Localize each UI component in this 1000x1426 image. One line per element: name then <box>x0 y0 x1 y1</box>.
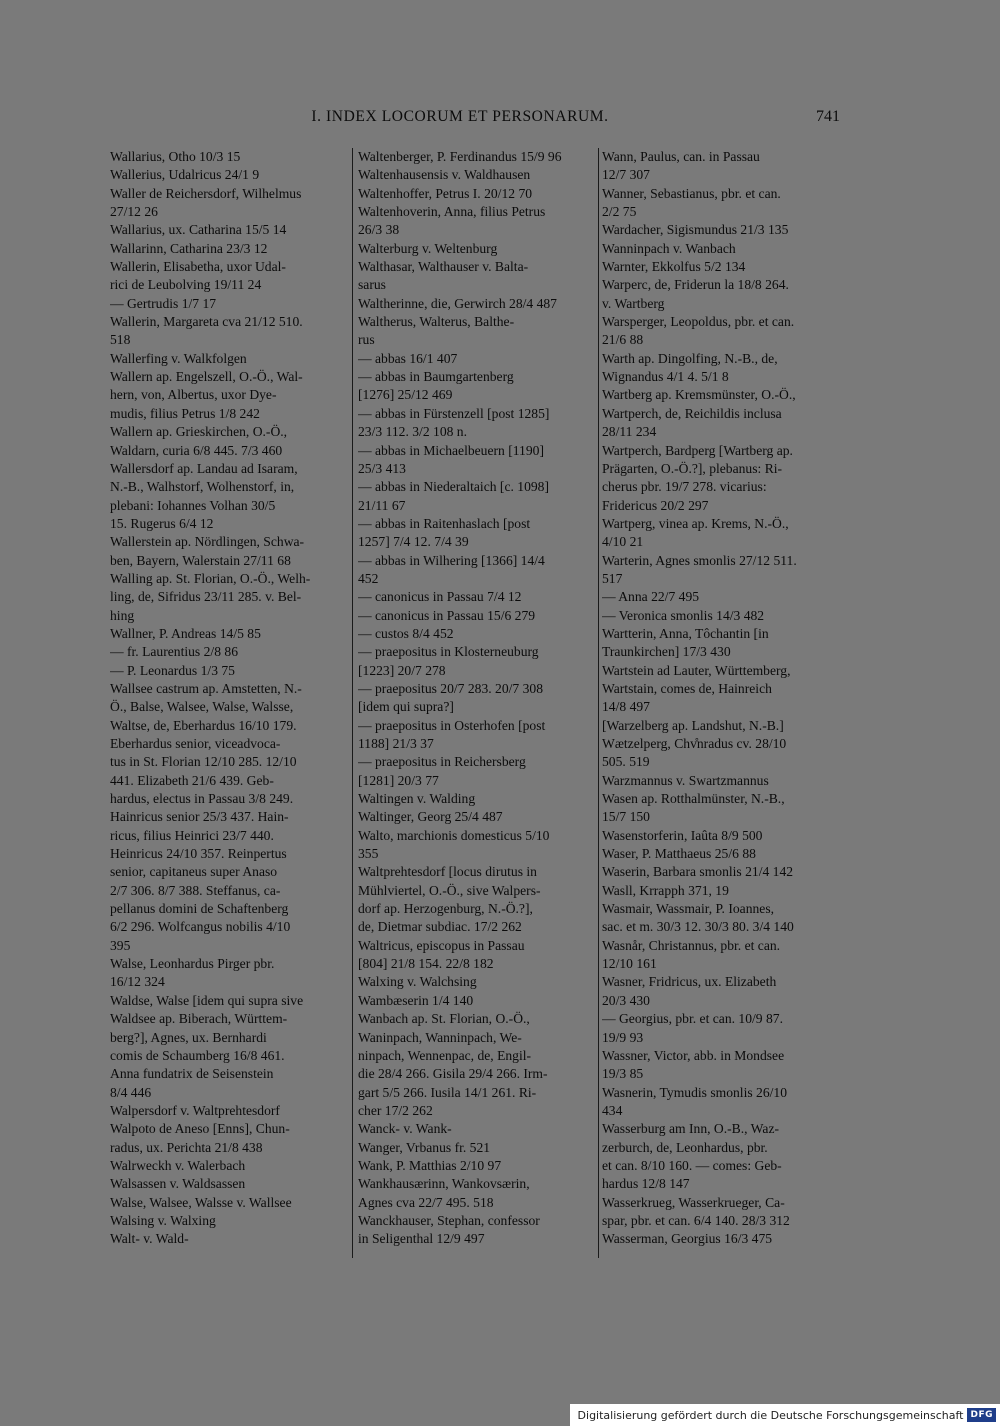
index-line: Heinricus 24/10 357. Reinpertus <box>110 846 287 862</box>
index-line: 21/11 67 <box>358 497 406 513</box>
index-line: 25/3 413 <box>358 460 406 476</box>
index-line: Walto, marchionis domesticus 5/10 <box>358 827 550 843</box>
index-line: 452 <box>358 570 379 586</box>
index-line: Wallarius, Otho 10/3 15 <box>110 149 241 164</box>
index-line: Walse, Leonhardus Pirger pbr. <box>110 956 275 972</box>
index-line: — fr. Laurentius 2/8 86 <box>110 644 238 660</box>
index-line: 26/3 38 <box>358 222 400 238</box>
index-line: Wasnår, Christannus, pbr. et can. <box>602 937 781 953</box>
funding-note: Digitalisierung gefördert durch die Deutsche Forschungsgemeinschaft <box>577 1408 964 1422</box>
index-line: spar, pbr. et can. 6/4 140. 28/3 312 <box>602 1212 790 1228</box>
index-line: Warzmannus v. Swartzmannus <box>602 772 769 788</box>
index-line: [1223] 20/7 278 <box>358 662 446 678</box>
index-line: Prägarten, O.-Ö.?], plebanus: Ri- <box>602 460 783 476</box>
index-line: tus in St. Florian 12/10 285. 12/10 <box>110 754 297 770</box>
index-line: Hainricus senior 25/3 437. Hain- <box>110 809 289 825</box>
index-line: 4/10 21 <box>602 534 644 550</box>
index-line: Waldarn, curia 6/8 445. 7/3 460 <box>110 442 283 458</box>
index-line: — abbas in Wilhering [1366] 14/4 <box>358 552 545 568</box>
index-line: 2/2 75 <box>602 204 637 220</box>
index-line: Traunkirchen] 17/3 430 <box>602 644 731 660</box>
index-line: Wallarius, ux. Catharina 15/5 14 <box>110 222 287 238</box>
page-header <box>110 106 840 132</box>
index-line: Wanger, Vrbanus fr. 521 <box>358 1139 491 1155</box>
index-line: rus <box>358 332 375 348</box>
index-line: zerburch, de, Leonhardus, pbr. <box>602 1139 768 1155</box>
index-line: Waltinger, Georg 25/4 487 <box>358 809 503 825</box>
index-line: hing <box>110 607 135 623</box>
index-line: Waller de Reichersdorf, Wilhelmus <box>110 185 302 201</box>
index-line: Walrweckh v. Walerbach <box>110 1157 246 1173</box>
index-line: Waltprehtesdorf [locus dirutus in <box>358 864 537 880</box>
index-line: Wartperch, de, Reichildis inclusa <box>602 405 782 421</box>
index-line: Warth ap. Dingolfing, N.-B., de, <box>602 350 778 366</box>
index-line: 518 <box>110 332 131 348</box>
index-line: — canonicus in Passau 7/4 12 <box>358 589 522 605</box>
index-line: Wasenstorferin, Iaûta 8/9 500 <box>602 827 763 843</box>
index-line: senior, capitaneus super Anaso <box>110 864 278 880</box>
index-line: Wartperg, vinea ap. Krems, N.-Ö., <box>602 515 789 531</box>
index-line: hardus, electus in Passau 3/8 249. <box>110 791 294 807</box>
index-line: [1281] 20/3 77 <box>358 772 439 788</box>
index-line: Wallsee castrum ap. Amstetten, N.- <box>110 680 302 696</box>
index-line: — abbas in Raitenhaslach [post <box>358 515 531 531</box>
index-line: Wasen ap. Rotthalmünster, N.-B., <box>602 791 785 807</box>
index-line: 28/11 234 <box>602 424 657 440</box>
index-line: ben, Bayern, Walerstain 27/11 68 <box>110 552 291 568</box>
index-line: 12/10 161 <box>602 956 657 972</box>
index-line: Waltenhoffer, Petrus I. 20/12 70 <box>358 185 533 201</box>
index-line: dorf ap. Herzogenburg, N.-Ö.?], <box>358 901 533 917</box>
index-line: Wallersdorf ap. Landau ad Isaram, <box>110 460 298 476</box>
index-line: gart 5/5 266. Iusila 14/1 261. Ri- <box>358 1084 537 1100</box>
index-line: Walxing v. Walchsing <box>358 974 477 990</box>
index-line: ling, de, Sifridus 23/11 285. v. Bel- <box>110 589 302 605</box>
index-column-1 <box>110 148 348 1249</box>
index-line: Wallerstein ap. Nördlingen, Schwa- <box>110 534 305 550</box>
index-line: Anna fundatrix de Seisenstein <box>110 1066 274 1082</box>
index-line: comis de Schaumberg 16/8 461. <box>110 1047 285 1063</box>
index-line: 1188] 21/3 37 <box>358 736 434 751</box>
index-line: plebani: Iohannes Volhan 30/5 <box>110 497 276 513</box>
dfg-logo: DFG <box>967 1408 996 1422</box>
index-line: sarus <box>358 277 386 293</box>
index-line: Wankhausærinn, Wankovsærin, <box>358 1176 530 1192</box>
index-line: Wank, P. Matthias 2/10 97 <box>358 1157 502 1173</box>
index-line: Wasserman, Georgius 16/3 475 <box>602 1231 773 1247</box>
index-line: Wallern ap. Grieskirchen, O.-Ö., <box>110 424 288 440</box>
index-line: Wallerin, Elisabetha, uxor Udal- <box>110 259 286 275</box>
column-divider-2 <box>598 148 599 1258</box>
index-line: 434 <box>602 1102 623 1118</box>
index-line: Warsperger, Leopoldus, pbr. et can. <box>602 314 795 330</box>
index-line: 517 <box>602 570 623 586</box>
index-line: Fridericus 20/2 297 <box>602 497 709 513</box>
index-line: 355 <box>358 846 379 862</box>
index-line: v. Wartberg <box>602 295 665 311</box>
index-line: Wanninpach v. Wanbach <box>602 240 736 256</box>
index-line: Walterburg v. Weltenburg <box>358 240 498 256</box>
index-line: radus, ux. Perichta 21/8 438 <box>110 1139 263 1155</box>
index-line: Waltenberger, P. Ferdinandus 15/9 96 <box>358 149 562 164</box>
index-line: 6/2 296. Wolfcangus nobilis 4/10 <box>110 919 291 935</box>
index-line: Warnter, Ekkolfus 5/2 134 <box>602 259 746 275</box>
index-line: pellanus domini de Schaftenberg <box>110 901 289 917</box>
index-line: Wallerius, Udalricus 24/1 9 <box>110 167 260 183</box>
column-divider-1 <box>352 148 353 1258</box>
index-line: — abbas in Niederaltaich [c. 1098] <box>358 479 549 495</box>
index-line: Waser, P. Matthaeus 25/6 88 <box>602 846 756 862</box>
index-line: Wignandus 4/1 4. 5/1 8 <box>602 369 729 385</box>
index-line: Wasnerin, Tymudis smonlis 26/10 <box>602 1084 787 1100</box>
index-column-2 <box>358 148 598 1249</box>
index-line: [Warzelberg ap. Landshut, N.-B.] <box>602 717 784 733</box>
index-line: Wasll, Krrapph 371, 19 <box>602 882 729 898</box>
index-line: 14/8 497 <box>602 699 650 715</box>
index-line: Waltenhausensis v. Waldhausen <box>358 167 531 183</box>
index-line: 15. Rugerus 6/4 12 <box>110 515 214 531</box>
index-line: [1276] 25/12 469 <box>358 387 453 403</box>
index-line: N.-B., Walhstorf, Wolhenstorf, in, <box>110 479 295 495</box>
index-line: berg?], Agnes, ux. Bernhardi <box>110 1029 267 1045</box>
index-line: — Gertrudis 1/7 17 <box>110 295 217 311</box>
index-line: 27/12 26 <box>110 204 158 220</box>
index-line: Waltherinne, die, Gerwirch 28/4 487 <box>358 295 557 311</box>
index-line: Wardacher, Sigismundus 21/3 135 <box>602 222 789 238</box>
index-line: Walt- v. Wald- <box>110 1231 189 1247</box>
index-line: Wallner, P. Andreas 14/5 85 <box>110 625 261 641</box>
index-line: Wanckhauser, Stephan, confessor <box>358 1212 540 1228</box>
index-line: — canonicus in Passau 15/6 279 <box>358 607 536 623</box>
index-line: Waldse, Walse [idem qui supra sive <box>110 992 304 1008</box>
funding-footer <box>570 1404 1000 1426</box>
index-line: — Georgius, pbr. et can. 10/9 87. <box>602 1011 783 1027</box>
index-line: 2/7 306. 8/7 388. Steffanus, ca- <box>110 882 281 898</box>
index-line: — praepositus 20/7 283. 20/7 308 <box>358 680 544 696</box>
index-line: 19/3 85 <box>602 1066 644 1082</box>
index-line: Walling ap. St. Florian, O.-Ö., Welh- <box>110 570 311 586</box>
index-line: Waldsee ap. Biberach, Württem- <box>110 1011 288 1027</box>
index-line: Waltherus, Walterus, Balthe- <box>358 314 515 330</box>
index-line: cherus pbr. 19/7 278. vicarius: <box>602 479 767 495</box>
index-line: 20/3 430 <box>602 992 650 1008</box>
page-number: 741 <box>816 108 840 125</box>
index-line: — praepositus in Klosterneuburg <box>358 644 539 660</box>
index-line: die 28/4 266. Gisila 29/4 266. Irm- <box>358 1066 548 1082</box>
index-line: 15/7 150 <box>602 809 650 825</box>
index-line: Wasserburg am Inn, O.-B., Waz- <box>602 1121 780 1137</box>
index-line: Wallern ap. Engelszell, O.-Ö., Wal- <box>110 369 303 385</box>
index-line: Wanck- v. Wank- <box>358 1121 452 1137</box>
index-line: Wallerfing v. Walkfolgen <box>110 350 247 366</box>
index-line: Walsassen v. Waldsassen <box>110 1176 246 1192</box>
index-line: Warterin, Agnes smonlis 27/12 511. <box>602 552 797 568</box>
index-line: 1257] 7/4 12. 7/4 39 <box>358 534 469 550</box>
index-line: Wanner, Sebastianus, pbr. et can. <box>602 185 781 201</box>
index-line: 12/7 307 <box>602 167 650 183</box>
index-line: cher 17/2 262 <box>358 1102 433 1118</box>
index-line: — Anna 22/7 495 <box>602 589 700 605</box>
index-line: Warperc, de, Friderun la 18/8 264. <box>602 277 789 293</box>
index-line: — custos 8/4 452 <box>358 625 454 641</box>
index-line: [idem qui supra?] <box>358 699 454 715</box>
index-line: Mühlviertel, O.-Ö., sive Walpers- <box>358 882 541 898</box>
index-line: Wartstein ad Lauter, Württemberg, <box>602 662 791 678</box>
index-line: 505. 519 <box>602 754 650 770</box>
index-line: Ö., Balse, Walsee, Walse, Walsse, <box>110 699 294 715</box>
index-line: hardus 12/8 147 <box>602 1176 690 1192</box>
index-line: Wætzelperg, Chv̊nradus cv. 28/10 <box>602 736 787 751</box>
index-line: mudis, filius Petrus 1/8 242 <box>110 405 260 421</box>
index-line: Wartstain, comes de, Hainreich <box>602 680 772 696</box>
index-line: Walpoto de Aneso [Enns], Chun- <box>110 1121 290 1137</box>
index-line: 395 <box>110 937 131 953</box>
index-line: Walse, Walsee, Walsse v. Wallsee <box>110 1194 292 1210</box>
index-line: in Seligenthal 12/9 497 <box>358 1231 485 1247</box>
index-line: ricus, filius Heinrici 23/7 440. <box>110 827 274 843</box>
index-line: Wambæserin 1/4 140 <box>358 992 474 1008</box>
index-line: 16/12 324 <box>110 974 165 990</box>
index-line: Walsing v. Walxing <box>110 1212 216 1228</box>
index-line: — abbas in Baumgartenberg <box>358 369 514 385</box>
index-line: Wartterin, Anna, Tôchantin [in <box>602 625 769 641</box>
index-line: 23/3 112. 3/2 108 n. <box>358 424 468 440</box>
index-line: — praepositus in Osterhofen [post <box>358 717 546 733</box>
index-line: Walpersdorf v. Waltprehtesdorf <box>110 1102 280 1118</box>
index-line: 21/6 88 <box>602 332 644 348</box>
index-line: Waninpach, Wanninpach, We- <box>358 1029 522 1045</box>
index-line: Eberhardus senior, viceadvoca- <box>110 736 281 751</box>
index-line: Waltricus, episcopus in Passau <box>358 937 525 953</box>
running-title: I. INDEX LOCORUM ET PERSONARUM. <box>311 108 609 125</box>
index-line: Agnes cva 22/7 495. 518 <box>358 1194 494 1210</box>
index-line: Wasner, Fridricus, ux. Elizabeth <box>602 974 777 990</box>
index-line: Wallerin, Margareta cva 21/12 510. <box>110 314 303 330</box>
index-line: — praepositus in Reichersberg <box>358 754 526 770</box>
index-line: Wanbach ap. St. Florian, O.-Ö., <box>358 1011 530 1027</box>
index-line: — abbas in Fürstenzell [post 1285] <box>358 405 550 421</box>
index-line: rici de Leubolving 19/11 24 <box>110 277 262 293</box>
index-line: hern, von, Albertus, uxor Dye- <box>110 387 277 403</box>
index-line: — abbas in Michaelbeuern [1190] <box>358 442 544 458</box>
index-line: Wassner, Victor, abb. in Mondsee <box>602 1047 785 1063</box>
index-line: — Veronica smonlis 14/3 482 <box>602 607 765 623</box>
index-line: 441. Elizabeth 21/6 439. Geb- <box>110 772 274 788</box>
index-line: Walthasar, Walthauser v. Balta- <box>358 259 529 275</box>
index-column-3 <box>602 148 842 1249</box>
index-line: Waserin, Barbara smonlis 21/4 142 <box>602 864 794 880</box>
index-line: Waltse, de, Eberhardus 16/10 179. <box>110 717 297 733</box>
index-line: Wallarinn, Catharina 23/3 12 <box>110 240 268 256</box>
index-line: Waltingen v. Walding <box>358 791 476 807</box>
index-line: et can. 8/10 160. — comes: Geb- <box>602 1157 782 1173</box>
index-line: Wann, Paulus, can. in Passau <box>602 149 760 164</box>
index-line: — abbas 16/1 407 <box>358 350 458 366</box>
index-line: Wasserkrueg, Wasserkrueger, Ca- <box>602 1194 785 1210</box>
index-line: ninpach, Wennenpac, de, Engil- <box>358 1047 532 1063</box>
index-line: Wartperch, Bardperg [Wartberg ap. <box>602 442 793 458</box>
index-line: 19/9 93 <box>602 1029 644 1045</box>
index-line: — P. Leonardus 1/3 75 <box>110 662 235 678</box>
index-line: Waltenhoverin, Anna, filius Petrus <box>358 204 546 220</box>
index-line: de, Dietmar subdiac. 17/2 262 <box>358 919 522 935</box>
index-line: Wasmair, Wassmair, P. Ioannes, <box>602 901 775 917</box>
index-line: [804] 21/8 154. 22/8 182 <box>358 956 494 972</box>
index-line: sac. et m. 30/3 12. 30/3 80. 3/4 140 <box>602 919 794 935</box>
index-line: 8/4 446 <box>110 1084 152 1100</box>
index-line: Wartberg ap. Kremsmünster, O.-Ö., <box>602 387 796 403</box>
